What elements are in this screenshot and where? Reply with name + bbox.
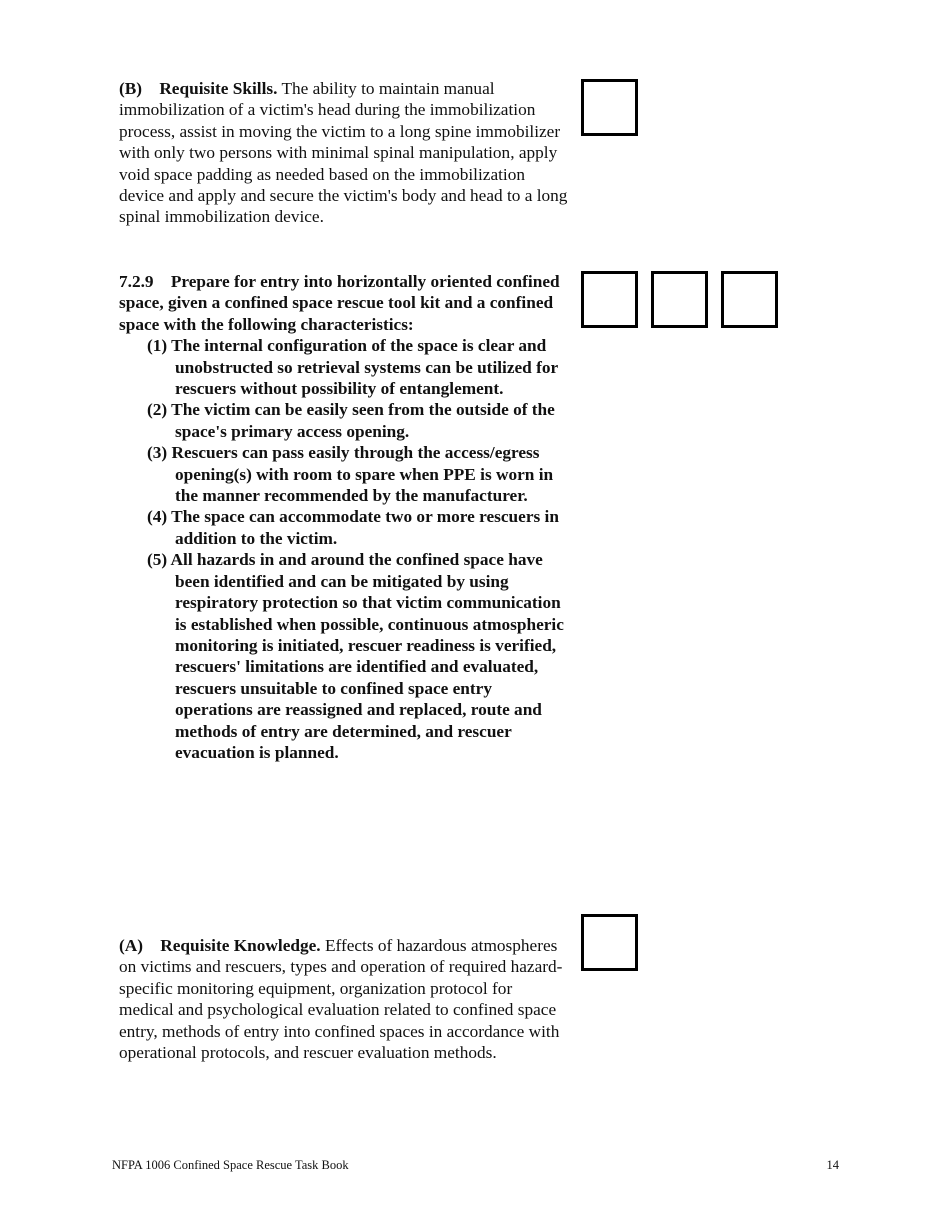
characteristics-list: [119, 335, 569, 763]
section-729-heading: [119, 271, 569, 335]
section-a-title: Requisite Knowledge.: [160, 936, 321, 955]
signoff-checkbox-a[interactable]: [581, 914, 638, 971]
list-item: [119, 335, 569, 399]
job-performance-requirement-7-2-9: [119, 271, 569, 763]
list-item-text: All hazards in and around the confined space have been identified and can be mitigated by using respiratory protection so that victim communication is established when possible, continuous atmospheric monitoring is initiated, rescuer readiness is verified, rescuers' limitations are identified and evaluated, rescuers unsuitable to confined space entry operations are reassigned and replaced, route and methods of entry are determined, and rescuer evacuation is planned.: [170, 550, 564, 762]
section-a-marker: (A): [119, 936, 143, 955]
list-item-text: Rescuers can pass easily through the access/egress opening(s) with room to spare when PPE is worn in the manner recommended by the manufacturer.: [171, 443, 554, 506]
footer-page-number: 14: [826, 1158, 839, 1172]
signoff-checkbox-b[interactable]: [581, 79, 638, 136]
list-item: [119, 442, 569, 506]
list-item-text: The victim can be easily seen from the outside of the space's primary access opening.: [171, 400, 555, 441]
signoff-checkbox-729-1[interactable]: [581, 271, 638, 328]
requisite-skills-paragraph: [119, 78, 569, 228]
list-item-marker: (5): [147, 550, 168, 570]
list-item-marker: (2): [147, 400, 168, 420]
requisite-knowledge-paragraph: [119, 935, 569, 1063]
section-b-body: The ability to maintain manual immobilization of a victim's head during the immobilization process, assist in moving the victim to a long spine immobilizer with only two persons with minimal spinal manipulation, apply void space padding as needed based on the immobilization device and apply and secure the victim's body and head to a long spinal immobilization device.: [119, 79, 568, 227]
section-a-body: Effects of hazardous atmospheres on victims and rescuers, types and operation of required hazard-specific monitoring equipment, organization protocol for medical and psychological evaluation related to confined space entry, methods of entry into confined spaces in accordance with operational protocols, and rescuer evaluation methods.: [119, 936, 563, 1063]
signoff-checkbox-729-2[interactable]: [651, 271, 708, 328]
list-item: [119, 399, 569, 442]
list-item-marker: (1): [147, 336, 168, 356]
list-item-text: The space can accommodate two or more rescuers in addition to the victim.: [171, 507, 559, 548]
section-b-marker: (B): [119, 79, 143, 98]
list-item: [119, 549, 569, 763]
section-729-heading-text: Prepare for entry into horizontally oriented confined space, given a confined space rescue tool kit and a confined space with the following characteristics:: [119, 272, 560, 334]
list-item-marker: (3): [147, 443, 168, 463]
section-729-number: 7.2.9: [119, 272, 154, 291]
list-item-text: The internal configuration of the space is clear and unobstructed so retrieval systems can be utilized for rescuers without possibility of entanglement.: [171, 336, 558, 399]
footer-document-title: NFPA 1006 Confined Space Rescue Task Book: [112, 1158, 349, 1172]
section-b-title: Requisite Skills.: [159, 79, 278, 98]
list-item: [119, 506, 569, 549]
signoff-checkbox-729-3[interactable]: [721, 271, 778, 328]
list-item-marker: (4): [147, 507, 168, 527]
